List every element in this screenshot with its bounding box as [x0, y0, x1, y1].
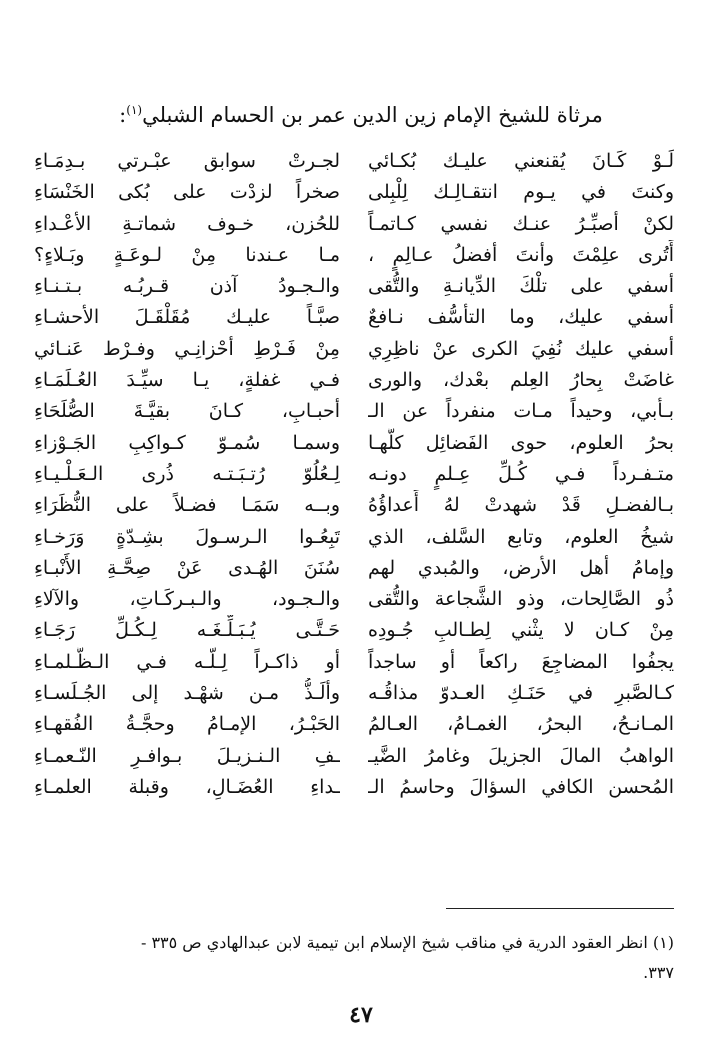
hemistich: مـا عـندنا مِنْ لـوعَـةٍ وبَـلاءٍ؟ — [34, 243, 340, 266]
hemistich: تَبِعُـوا الـرسـولَ بشِـدّةٍ وَرَخـاءِ — [34, 525, 340, 548]
hemistich: مِنْ فَـرْطِ أحْزانِـي وفـرْط عَنـائي — [34, 337, 340, 360]
hemistich: بـأبي، وحيداً مـات منفرداً عن الـ — [368, 400, 674, 423]
hemistich: صبَّـاً عليـك مُقَلْقَـلَ الأحشـاءِ — [34, 306, 340, 329]
hemistich: ـداءِ العُضَـالِ، وقبلة العلمـاءِ — [34, 775, 340, 798]
hemistich: ـفِ الـنـزيـلَ بـوافـرِ النّـعمـاءِ — [34, 744, 340, 767]
hemistich: متـفـرداً فـي كُـلِّ عِـلمٍ دونـه — [368, 462, 674, 485]
hemistich: المُحسن الكافي السؤالَ وحاسمُ الـ — [368, 775, 674, 798]
hemistich: بـالفضـلِ قَدْ شهدتْ لهُ أَعداؤُهُ — [368, 494, 674, 517]
hemistich: والـجـود، والـبـركَـاتِ، والآلاءِ — [34, 588, 340, 611]
hemistich: فـي غفلةٍ، يـا سيِّـدَ العُـلَمَـاءِ — [34, 369, 340, 392]
hemistich: كـالصَّبرِ في حَنَـكِ العـدوّ مذاقُـه — [368, 682, 674, 705]
hemistich: أحبـابِ، كـانَ بقيَّـةَ الصُّلَحَاءِ — [34, 400, 340, 423]
heading-colon: : — [119, 103, 127, 127]
hemistich: لِـعُلُوّ رُتـبَـتـه ذُرى الـعَـلْـيـاءِ — [34, 462, 340, 485]
poem-heading — [40, 94, 682, 131]
hemistich: سُنَنَ الهُـدى عَنْ صِحَّـةِ الأَنْبـاءِ — [34, 556, 340, 579]
hemistich: لجـرتْ سوابق عبْـرتي بـدِمَـاءِ — [34, 150, 340, 172]
hemistich: الحَبْـرُ، الإمـامُ وحجَّـةُ الفُقهـاءِ — [34, 713, 340, 736]
hemistich: وكنتَ في يـوم انتقـالِـك لِلْبِلى — [368, 181, 674, 204]
hemistich: غاضَتْ بِحارُ العِلم بعْدك، والورى — [368, 369, 674, 392]
hemistich: وبــه سَمَـا فضـلاً على النُّظَرَاءِ — [34, 494, 340, 517]
hemistich: أسفي على تلْكَ الدِّيانـةِ والتُّقى — [368, 275, 674, 298]
hemistich: شيخُ العلوم، وتابع السَّلف، الذي — [368, 525, 674, 548]
hemistich: وإمامُ أهل الأرض، والمُبدي لهم — [368, 556, 674, 579]
hemistich: وألَـذُّ مـن شهْـد إلى الجُـلَسـاءِ — [34, 682, 340, 705]
hemistich: الواهبُ المالَ الجزيلَ وغامرُ الضَّيـ — [368, 744, 674, 767]
hemistich: وسمـا سُمـوّ كـواكِبِ الجَـوْزاءِ — [34, 431, 340, 454]
heading-text: مرثاة للشيخ الإمام زين الدين عمر بن الحسام الشبلي — [142, 103, 603, 127]
footnote-line: ٣٣٧. — [643, 963, 674, 982]
page-number: ٤٧ — [349, 1002, 373, 1028]
hemistich: أسفي عليك نُفِيَ الكرى عنْ ناظِرِي — [368, 337, 674, 360]
hemistich: حَـتَّـى يُـبَـلِّـغَـه لِـكُـلِّ رَجَـاءِ — [34, 619, 340, 642]
hemistich: والـجـودُ آذن قـربُـه بـتـنـاءِ — [34, 275, 340, 298]
footnote-divider — [446, 908, 674, 909]
hemistich: يجفُوا المضاجِعَ راكعاً أو ساجداً — [368, 650, 674, 673]
hemistich: للحُزن، خـوف شماتـةِ الأعْـداءِ — [34, 212, 340, 235]
hemistich: صخراً لزدْت على بُكى الخَنْسَاءِ — [34, 181, 340, 204]
hemistich: المـانـحُ، البحرُ، الغمـامُ، العـالمُ — [368, 713, 674, 736]
footnote — [48, 928, 674, 988]
poem-column-second-hemistichs — [34, 146, 340, 803]
poem-column-first-hemistichs — [368, 146, 674, 803]
footnote-line: (١) انظر العقود الدرية في مناقب شيخ الإسلام ابن تيمية لابن عبدالهادي ص ٣٣٥ - — [140, 933, 674, 952]
hemistich: مِنْ كـان لا يثْني لِطـالبِ جُـودِه — [368, 619, 674, 642]
hemistich: لَـوْ كَـانَ يُقنعني عليـك بُكـائي — [368, 150, 674, 172]
footnote-marker: (١) — [126, 103, 143, 117]
hemistich: أسفي عليك، وما التأسُّف نـافعٌ — [368, 306, 674, 329]
hemistich: أو ذاكـراً لِـلّـه فـي الـظَّـلمـاءِ — [34, 650, 340, 673]
hemistich: لكنْ أصبِّـرُ عنـك نفسي كـاتمـاً — [368, 212, 674, 235]
hemistich: أَتُرى علِمْتَ وأنتَ أفضلُ عـالِمٍ ، — [368, 243, 674, 266]
hemistich: بحرُ العلوم، حوى الفَضائِل كلَّهـا — [368, 431, 674, 454]
hemistich: ذُو الصَّالِحات، وذو الشَّجاعة والتُّقى — [368, 588, 674, 611]
